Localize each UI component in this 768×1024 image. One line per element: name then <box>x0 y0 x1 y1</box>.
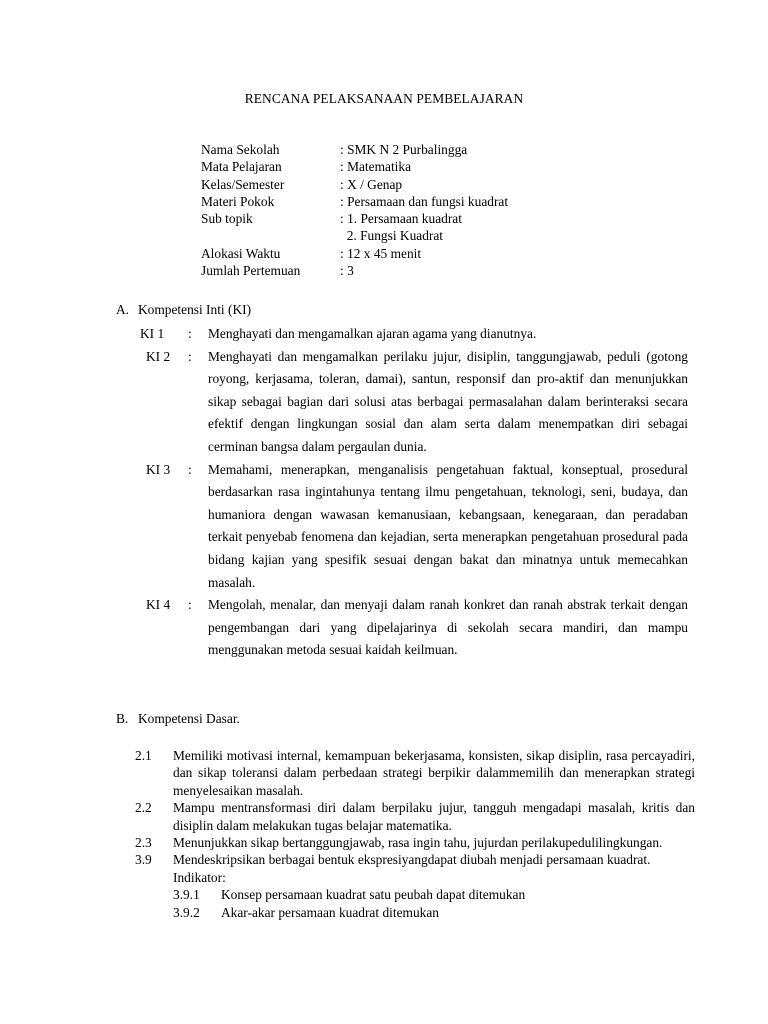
kompetensi-inti-list <box>140 323 688 662</box>
ki-colon: : <box>188 461 192 477</box>
identity-row <box>201 158 508 175</box>
identity-label <box>201 227 340 244</box>
ki-item <box>140 594 688 662</box>
kd-text <box>173 851 695 921</box>
identity-label: Jumlah Pertemuan <box>201 263 301 279</box>
kd-item <box>135 747 695 799</box>
ki-code: KI 2 <box>146 348 171 364</box>
indikator-item <box>173 904 695 921</box>
identity-label: Alokasi Waktu <box>201 245 281 261</box>
ki-colon: : <box>188 597 192 613</box>
identity-row <box>201 245 508 262</box>
identity-row <box>201 141 508 158</box>
section-letter: B. <box>116 711 129 726</box>
identity-row <box>201 176 508 193</box>
identity-value: : X / Genap <box>340 176 403 192</box>
ki-text: Menghayati dan mengamalkan ajaran agama yang dianutnya. <box>208 326 537 341</box>
ki-item <box>140 459 688 595</box>
section-letter: A. <box>116 302 130 317</box>
identity-table <box>201 141 508 279</box>
kd-text: Menunjukkan sikap bertanggungjawab, rasa ingin tahu, jujurdan perilakupedulilingkungan. <box>173 835 663 851</box>
identity-value: 2. Fungsi Kuadrat <box>340 228 444 244</box>
kd-item <box>135 799 695 834</box>
identity-value: : Matematika <box>340 159 412 175</box>
document-title: RENCANA PELAKSANAAN PEMBELAJARAN <box>244 91 524 106</box>
indikator-label: Indikator: <box>173 869 226 885</box>
kd-item <box>135 834 695 851</box>
section-title: Kompetensi Dasar. <box>138 711 240 726</box>
section-b-heading <box>116 711 240 727</box>
identity-value: : 12 x 45 menit <box>340 245 422 261</box>
kd-text: Memiliki motivasi internal, kemampuan bekerjasama, konsisten, sikap disiplin, rasa percayadiri, dan sikap toleransi dalam perbedaan strategi berpikir dalammemilih dan menerapkan strategi menyelesaikan masalah. <box>173 748 695 798</box>
identity-value: : Persamaan dan fungsi kuadrat <box>340 193 509 209</box>
kd-number: 2.3 <box>135 835 152 851</box>
ki-text: Memahami, menerapkan, menganalisis pengetahuan faktual, konseptual, prosedural berdasarkan rasa ingintahunya tentang ilmu pengetahuan, teknologi, seni, budaya, dan humaniora dengan wawasan kemanusiaan, kebangsaan, kenegaraan, dan peradaban terkait penyebab fenomena dan kejadian, serta menerapkan pengetahuan prosedural pada bidang kajian yang spesifik sesuai dengan bakat dan minatnya untuk memecahkan masalah. <box>208 461 688 590</box>
identity-label: Kelas/Semester <box>201 176 285 192</box>
ki-code: KI 3 <box>146 461 171 477</box>
kd-number: 3.9 <box>135 852 152 868</box>
indikator-number: 3.9.1 <box>173 887 200 903</box>
identity-label: Materi Pokok <box>201 193 275 209</box>
ki-item <box>140 323 688 346</box>
identity-row <box>201 227 508 244</box>
identity-label: Sub topik <box>201 211 253 227</box>
ki-text: Mengolah, menalar, dan menyaji dalam ranah konkret dan ranah abstrak terkait dengan pengembangan dari yang dipelajarinya di sekolah secara mandiri, dan mampu menggunakan metoda sesuai kaidah keilmuan. <box>208 597 688 658</box>
identity-row <box>201 193 508 210</box>
kd-number: 2.1 <box>135 748 152 763</box>
indikator-number: 3.9.2 <box>173 904 200 920</box>
ki-colon: : <box>188 348 192 364</box>
ki-item <box>140 346 688 459</box>
identity-value: : 1. Persamaan kuadrat <box>340 211 462 227</box>
kd-item <box>135 851 695 921</box>
kd-number: 2.2 <box>135 800 152 816</box>
identity-label: Mata Pelajaran <box>201 159 282 175</box>
ki-code: KI 1 <box>140 326 165 341</box>
identity-value: : 3 <box>340 263 354 279</box>
kd-text-body: Mendeskripsikan berbagai bentuk ekspresiyangdapat diubah menjadi persamaan kuadrat. <box>173 852 651 868</box>
section-title: Kompetensi Inti (KI) <box>138 302 252 317</box>
kompetensi-dasar-list <box>135 747 695 921</box>
ki-code: KI 4 <box>146 597 171 613</box>
indikator-text: Akar-akar persamaan kuadrat ditemukan <box>221 904 439 920</box>
ki-colon: : <box>188 326 192 341</box>
section-a-heading <box>116 302 251 318</box>
ki-text: Menghayati dan mengamalkan perilaku jujur, disiplin, tanggungjawab, peduli (gotong royong, kerjasama, toleran, damai), santun, responsif dan pro-aktif dan menunjukkan sikap sebagai bagian dari solusi atas berbagai permasalahan dalam berinteraksi secara efektif dengan lingkungan sosial dan alam serta dalam menempatkan diri sebagai cerminan bangsa dalam pergaulan dunia. <box>208 348 688 454</box>
identity-label: Nama Sekolah <box>201 142 280 157</box>
indikator-item <box>173 886 695 903</box>
identity-value: : SMK N 2 Purbalingga <box>340 142 468 157</box>
indikator-text: Konsep persamaan kuadrat satu peubah dapat ditemukan <box>221 887 526 903</box>
identity-row <box>201 210 508 227</box>
identity-row <box>201 262 508 279</box>
kd-text: Mampu mentransformasi diri dalam berpilaku jujur, tangguh mengadapi masalah, kritis dan disiplin dalam melakukan tugas belajar matematika. <box>173 800 695 833</box>
